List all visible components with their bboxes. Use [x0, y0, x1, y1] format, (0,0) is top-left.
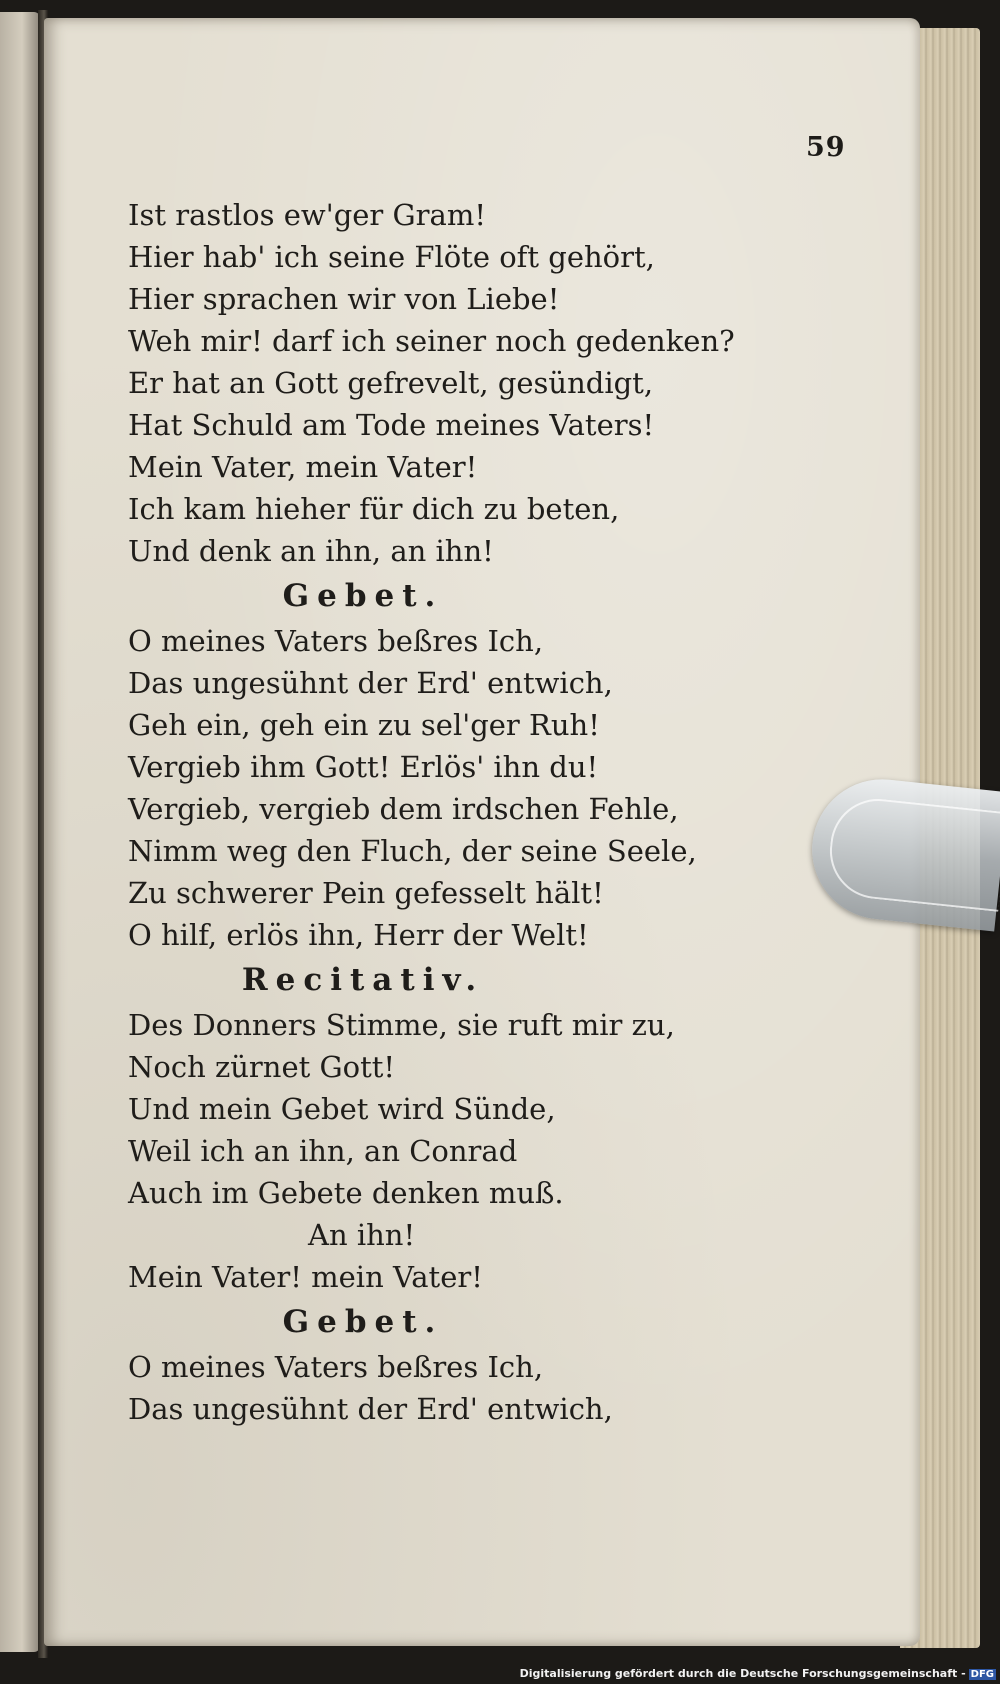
verse-line: O meines Vaters beßres Ich,	[128, 624, 544, 658]
verse-line: Das ungesühnt der Erd' entwich,	[128, 1392, 613, 1426]
verse-line: Ist rastlos ew'ger Gram!	[128, 198, 486, 232]
verse-line: Vergieb ihm Gott! Erlös' ihn du!	[128, 750, 599, 784]
verse-line: An ihn!	[308, 1218, 416, 1252]
verse-line: Weh mir! darf ich seiner noch gedenken?	[128, 324, 735, 358]
verse-line: Des Donners Stimme, sie ruft mir zu,	[128, 1008, 675, 1042]
verse-line: Vergieb, vergieb dem irdschen Fehle,	[128, 792, 679, 826]
dfg-logo: DFG	[970, 1669, 994, 1680]
verse-line: Und denk an ihn, an ihn!	[128, 534, 494, 568]
clip-highlight	[825, 794, 1000, 912]
verse-line: Ich kam hieher für dich zu beten,	[128, 492, 620, 526]
section-heading: Recitativ.	[241, 962, 485, 998]
verse-line: Mein Vater! mein Vater!	[128, 1260, 483, 1294]
page-text	[128, 194, 768, 1430]
verse-line: Hier sprachen wir von Liebe!	[128, 282, 560, 316]
verse-line: Hier hab' ich seine Flöte oft gehört,	[128, 240, 655, 274]
verse-line: Auch im Gebete denken muß.	[128, 1176, 564, 1210]
verse-line: O meines Vaters beßres Ich,	[128, 1350, 544, 1384]
credit-text: Digitalisierung gefördert durch die Deutsche Forschungsgemeinschaft -	[519, 1667, 966, 1680]
page-number: 59	[806, 132, 846, 163]
verse-line: Hat Schuld am Tode meines Vaters!	[128, 408, 655, 442]
section-heading: Gebet.	[282, 1304, 444, 1340]
digitization-credit	[520, 1667, 996, 1680]
verse-line: Weil ich an ihn, an Conrad	[128, 1134, 518, 1168]
verse-line: Mein Vater, mein Vater!	[128, 450, 478, 484]
verse-line: Zu schwerer Pein gefesselt hält!	[128, 876, 604, 910]
verse-line: Und mein Gebet wird Sünde,	[128, 1092, 556, 1126]
verse-line: Er hat an Gott gefrevelt, gesündigt,	[128, 366, 654, 400]
verse-line: Geh ein, geh ein zu sel'ger Ruh!	[128, 708, 600, 742]
verse-line: Noch zürnet Gott!	[128, 1050, 396, 1084]
left-page-edge	[0, 12, 40, 1652]
verse-line: Nimm weg den Fluch, der seine Seele,	[128, 834, 697, 868]
verse-line: O hilf, erlös ihn, Herr der Welt!	[128, 918, 589, 952]
verse-line: Das ungesühnt der Erd' entwich,	[128, 666, 613, 700]
section-heading: Gebet.	[282, 578, 444, 614]
